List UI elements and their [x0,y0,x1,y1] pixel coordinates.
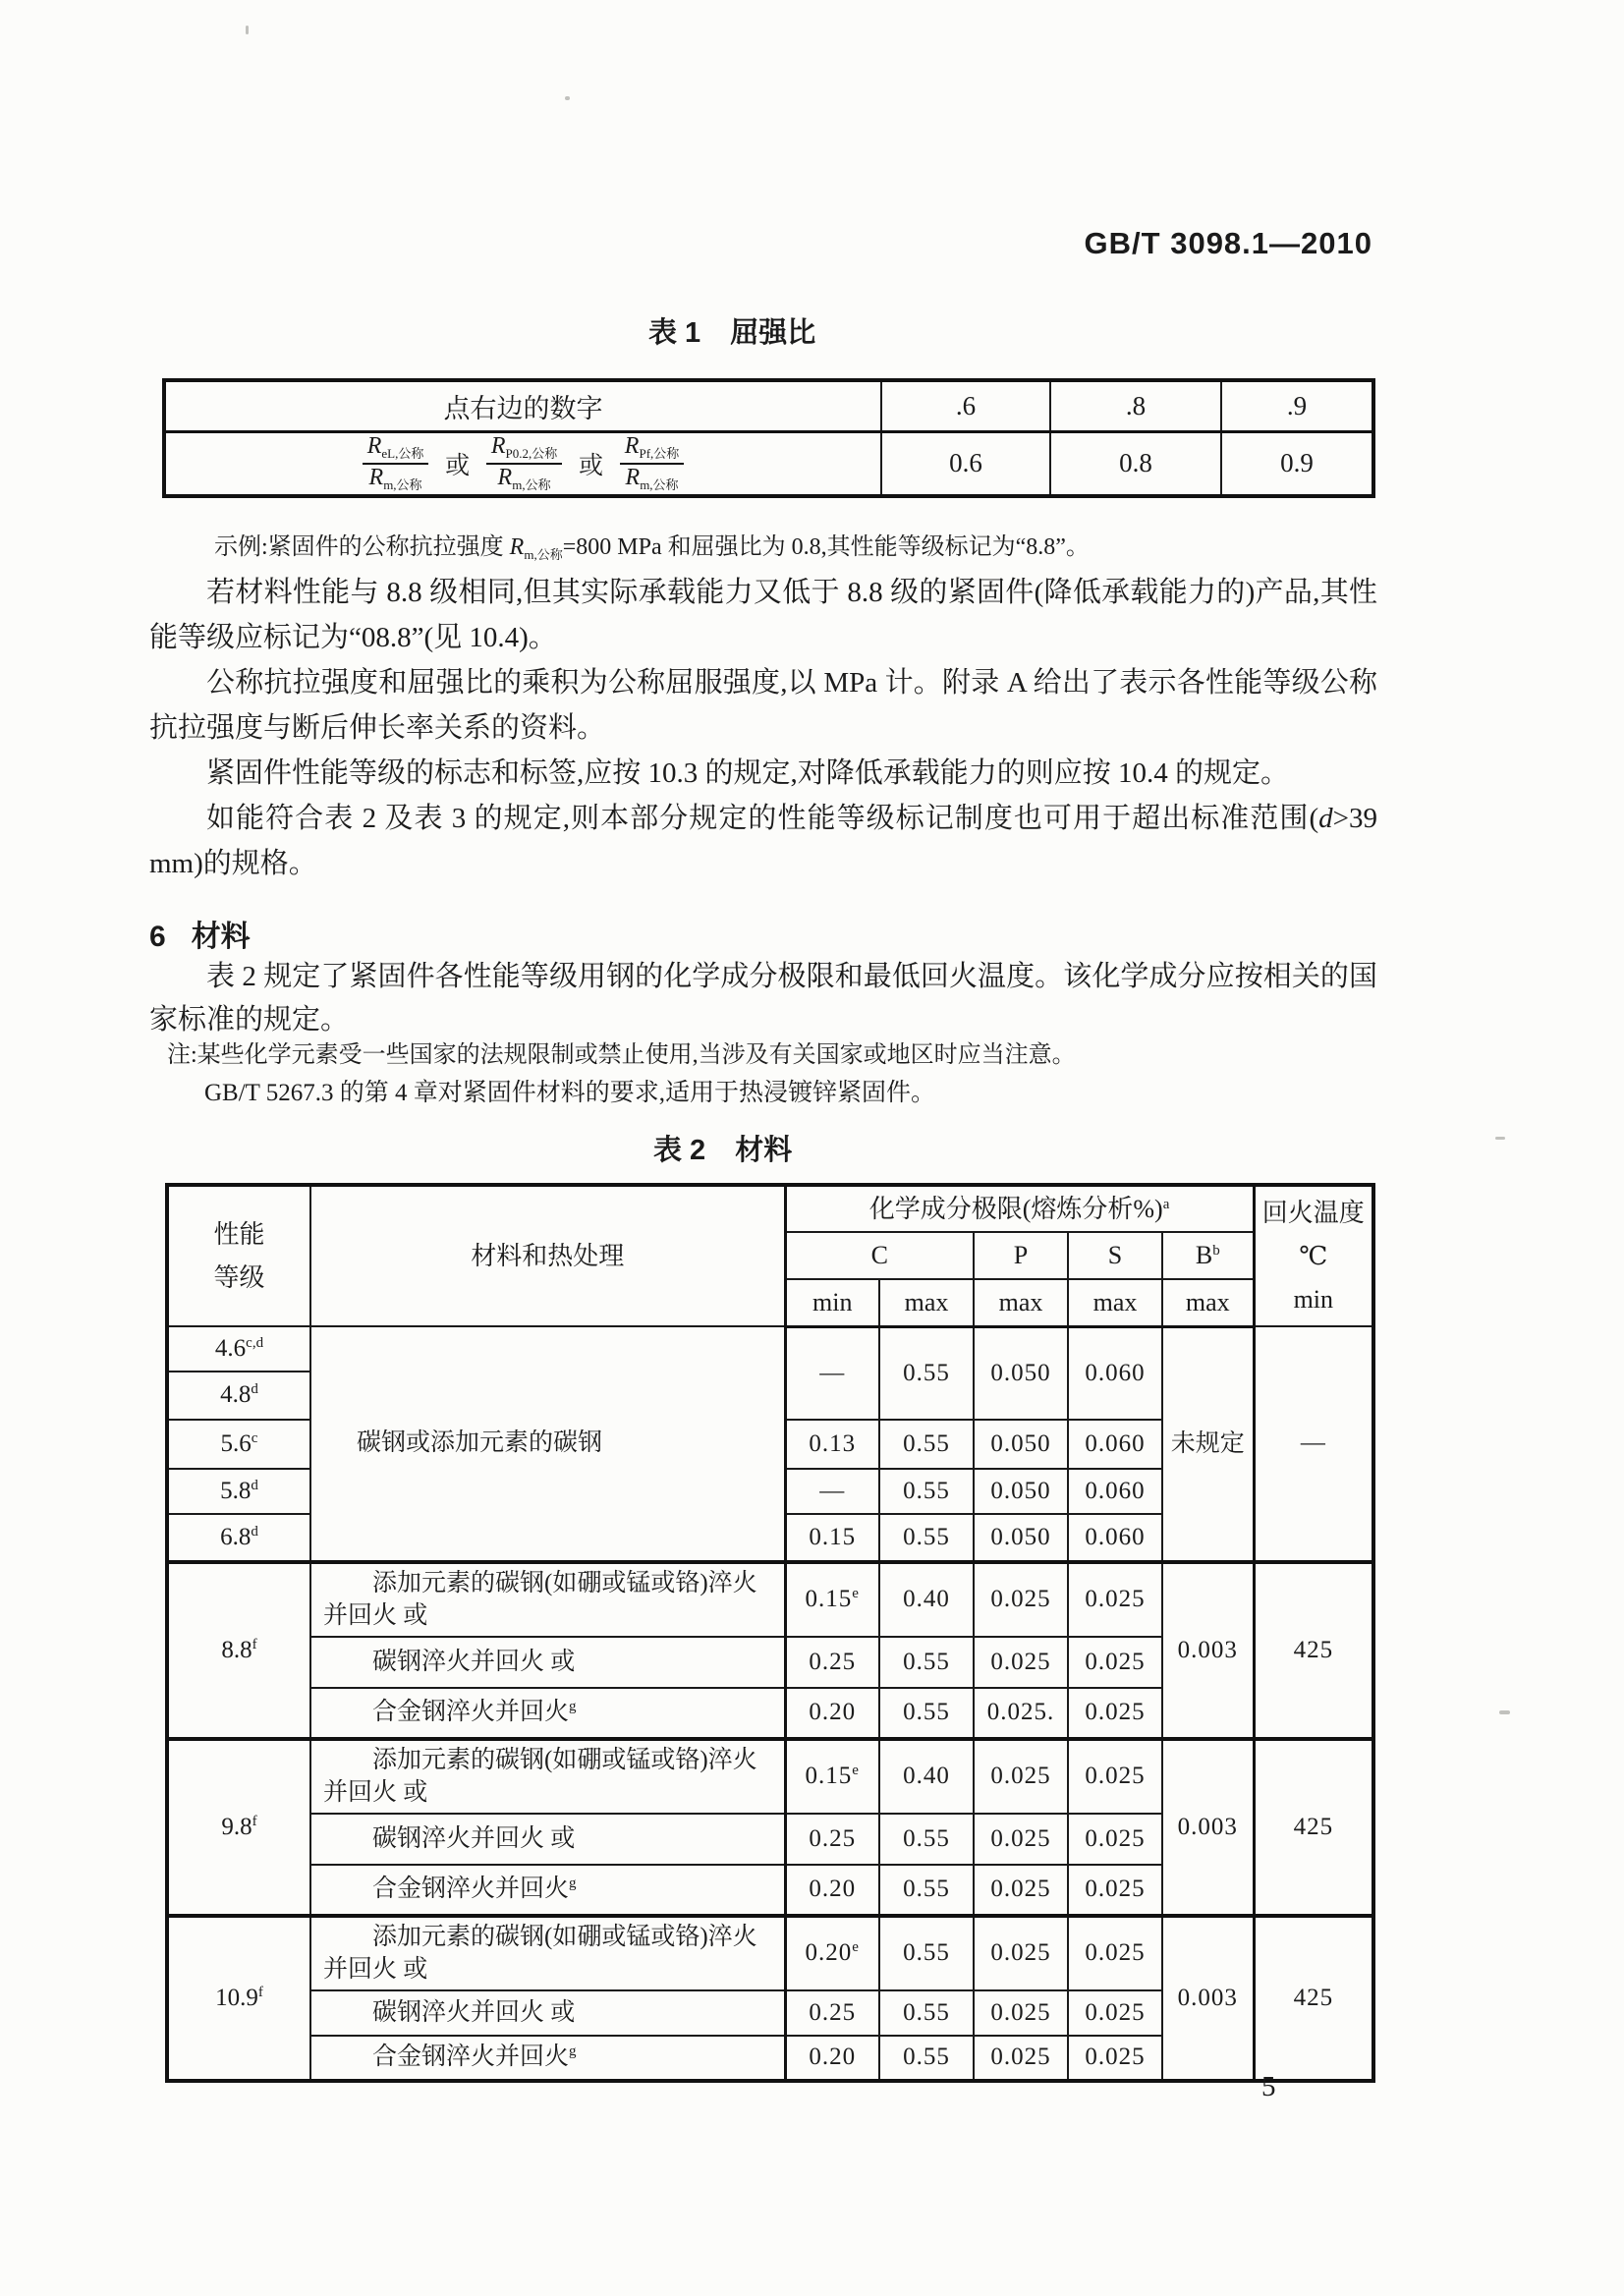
cell-material: 碳钢淬火并回火 或 [310,1637,785,1688]
table1-caption [648,310,815,351]
cell-s-max: 0.060 [1068,1514,1162,1562]
cell-c-max: 0.55 [879,1688,974,1739]
cell-c-max: 0.55 [879,1814,974,1865]
cell-p-max: 0.025 [974,1814,1068,1865]
body-paragraph: GB/T 5267.3 的第 4 章对紧固件材料的要求,适用于热浸镀锌紧固件。 [204,1080,935,1106]
cell-b-max: 0.003 [1162,1916,1254,2081]
cell-c-min: — [785,1326,879,1420]
cell-c-max: 0.40 [879,1739,974,1814]
table2-caption-label: 表 2 [653,1135,706,1166]
table1-formula-row [164,431,1373,496]
cell-grade: 5.8$^d$ [167,1469,310,1514]
page-number: 5 [1261,2071,1276,2102]
cell-grade: 6.8$^d$ [167,1514,310,1562]
cell-s-max: 0.060 [1068,1469,1162,1514]
col-header-min: min [785,1279,879,1326]
cell-c-max: 0.55 [879,1326,974,1420]
cell-c-min: 0.25 [785,1637,879,1688]
body-paragraph: 表 2 规定了紧固件各性能等级用钢的化学成分极限和最低回火温度。该化学成分应按相关的国家标准的规定。 [149,961,1377,1036]
cell-p-max: 0.050 [974,1514,1068,1562]
col-header-max: max [1162,1279,1254,1326]
cell-s-max: 0.025 [1068,1865,1162,1916]
cell-c-min: 0.20 [785,1865,879,1916]
col-header-grade: 性能 等级 [167,1185,310,1326]
table1-yield-ratio [162,378,1375,498]
clause-number: 6 [149,921,166,953]
cell-p-max: 0.025 [974,1865,1068,1916]
table2-row [167,1326,1373,1372]
body-paragraph: 若材料性能与 8.8 级相同,但其实际承载能力又低于 8.8 级的紧固件(降低承载能力的)产品,其性能等级应标记为“08.8”(见 10.4)。 [149,577,1377,653]
cell-tempering-temp: — [1254,1326,1373,1562]
cell-p-max: 0.025. [974,1688,1068,1739]
cell-material: 碳钢或添加元素的碳钢 [310,1326,785,1562]
scan-artifact [565,96,570,100]
scan-artifact [1499,1710,1510,1714]
cell-b-max: 0.003 [1162,1562,1254,1739]
table1-header-value: .6 [881,380,1050,431]
cell-c-max: 0.55 [879,1865,974,1916]
table1-caption-label: 表 1 [648,317,701,349]
cell-c-max: 0.40 [879,1562,974,1637]
cell-material: 碳钢淬火并回火 或 [310,1990,785,2036]
cell-s-max: 0.025 [1068,1814,1162,1865]
cell-b-max: 0.003 [1162,1739,1254,1916]
col-header-phosphorus: P [974,1232,1068,1279]
cell-p-max: 0.025 [974,1562,1068,1637]
clause6-heading [149,912,251,955]
cell-s-max: 0.025 [1068,1990,1162,2036]
table1-value: 0.9 [1221,431,1373,496]
col-header-max: max [879,1279,974,1326]
cell-s-max: 0.060 [1068,1420,1162,1469]
col-header-boron: B$^b$ [1162,1232,1254,1279]
col-header-sulfur: S [1068,1232,1162,1279]
symbol-Rm: R [509,534,525,560]
col-header-material: 材料和热处理 [310,1185,785,1326]
cell-c-min: 0.20e [785,1916,879,1990]
cell-s-max: 0.025 [1068,1637,1162,1688]
cell-material: 添加元素的碳钢(如硼或锰或铬)淬火并回火 或 [310,1916,785,1990]
formula-or-separator: 或 [445,452,471,479]
cell-s-max: 0.025 [1068,1916,1162,1990]
cell-c-min: 0.15 [785,1514,879,1562]
col-header-carbon: C [785,1232,974,1279]
yield-ratio-fraction: $\frac{R_{eL,公称}}{R_{m,公称}}$ [363,433,429,493]
cell-tempering-temp: 425 [1254,1739,1373,1916]
formula-or-separator: 或 [579,452,604,479]
table1-value: 0.8 [1050,431,1221,496]
cell-grade: 5.6$^c$ [167,1420,310,1469]
table2-caption-title: 材料 [735,1135,793,1166]
cell-p-max: 0.050 [974,1326,1068,1420]
col-header-max: max [974,1279,1068,1326]
cell-material: 合金钢淬火并回火$^g$ [310,2036,785,2081]
table1-value: 0.6 [881,431,1050,496]
yield-ratio-fraction: $\frac{R_{P0.2,公称}}{R_{m,公称}}$ [486,433,562,493]
cell-p-max: 0.050 [974,1420,1068,1469]
cell-c-max: 0.55 [879,1514,974,1562]
cell-c-min: 0.25 [785,1814,879,1865]
cell-p-max: 0.025 [974,2036,1068,2081]
cell-s-max: 0.025 [1068,1562,1162,1637]
symbol-d: d [1318,803,1333,834]
table2-row [167,1739,1373,1814]
body-paragraph: 公称抗拉强度和屈强比的乘积为公称屈服强度,以 MPa 计。附录 A 给出了表示各性能等级公称抗拉强度与断后伸长率关系的资料。 [149,667,1377,744]
cell-p-max: 0.050 [974,1469,1068,1514]
note-paragraph: 注:某些化学元素受一些国家的法规限制或禁止使用,当涉及有关国家或地区时应当注意。 [167,1042,1076,1068]
cell-c-max: 0.55 [879,1990,974,2036]
table2-row [167,1916,1373,1990]
example-paragraph: 示例:紧固件的公称抗拉强度 $R_{m,公称}=800$ MPa 和屈强比为 0.8,其性能等级标记为“8.8”。 [214,534,1090,562]
col-header-tempering-temp: 回火温度 ℃ min [1254,1185,1373,1326]
cell-c-max: 0.55 [879,1916,974,1990]
cell-grade: 4.6$^{c,d}$ [167,1326,310,1372]
col-header-max: max [1068,1279,1162,1326]
cell-c-min: 0.13 [785,1420,879,1469]
cell-material: 合金钢淬火并回火$^g$ [310,1865,785,1916]
cell-grade: 8.8$^f$ [167,1562,310,1739]
body-paragraph: 紧固件性能等级的标志和标签,应按 10.3 的规定,对降低承载能力的则应按 10.4 的规定。 [206,757,1290,789]
cell-grade: 10.9$^f$ [167,1916,310,2081]
table2-header-row [167,1185,1373,1232]
cell-c-min: 0.25 [785,1990,879,2036]
cell-c-min: 0.15e [785,1739,879,1814]
cell-grade: 9.8$^f$ [167,1739,310,1916]
table1-header-label: 点右边的数字 [164,380,881,431]
yield-ratio-fraction: $\frac{R_{Pf,公称}}{R_{m,公称}}$ [620,433,684,493]
table2-caption [653,1128,792,1168]
cell-tempering-temp: 425 [1254,1562,1373,1739]
body-paragraph: 如能符合表 2 及表 3 的规定,则本部分规定的性能等级标记制度也可用于超出标准范围(d>39 mm)的规格。 [149,803,1377,879]
cell-tempering-temp: 425 [1254,1916,1373,2081]
cell-material: 添加元素的碳钢(如硼或锰或铬)淬火并回火 或 [310,1739,785,1814]
table2-row [167,1562,1373,1637]
yield-ratio-formula [164,431,881,496]
table1-header-row [164,380,1373,431]
cell-material: 碳钢淬火并回火 或 [310,1814,785,1865]
cell-c-min: 0.20 [785,2036,879,2081]
cell-c-max: 0.55 [879,1420,974,1469]
table1-header-value: .8 [1050,380,1221,431]
cell-c-max: 0.55 [879,1637,974,1688]
cell-p-max: 0.025 [974,1637,1068,1688]
cell-p-max: 0.025 [974,1916,1068,1990]
clause-title: 材料 [191,921,251,953]
cell-p-max: 0.025 [974,1739,1068,1814]
cell-b-max: 未规定 [1162,1326,1254,1562]
table1-caption-title: 屈强比 [730,317,816,349]
cell-c-min: 0.15e [785,1562,879,1637]
col-header-chemistry: 化学成分极限(熔炼分析%)$^a$ [785,1185,1254,1232]
cell-grade: 4.8$^d$ [167,1372,310,1420]
cell-s-max: 0.025 [1068,1688,1162,1739]
cell-c-max: 0.55 [879,1469,974,1514]
table2-materials [165,1183,1375,2083]
cell-p-max: 0.025 [974,1990,1068,2036]
cell-c-min: — [785,1469,879,1514]
table1-header-value: .9 [1221,380,1373,431]
cell-s-max: 0.025 [1068,2036,1162,2081]
cell-c-min: 0.20 [785,1688,879,1739]
cell-material: 合金钢淬火并回火$^g$ [310,1688,785,1739]
cell-c-max: 0.55 [879,2036,974,2081]
scan-artifact [1495,1137,1505,1140]
standard-code: GB/T 3098.1—2010 [1084,226,1372,260]
cell-s-max: 0.025 [1068,1739,1162,1814]
scan-artifact [246,26,249,34]
cell-material: 添加元素的碳钢(如硼或锰或铬)淬火并回火 或 [310,1562,785,1637]
cell-s-max: 0.060 [1068,1326,1162,1420]
